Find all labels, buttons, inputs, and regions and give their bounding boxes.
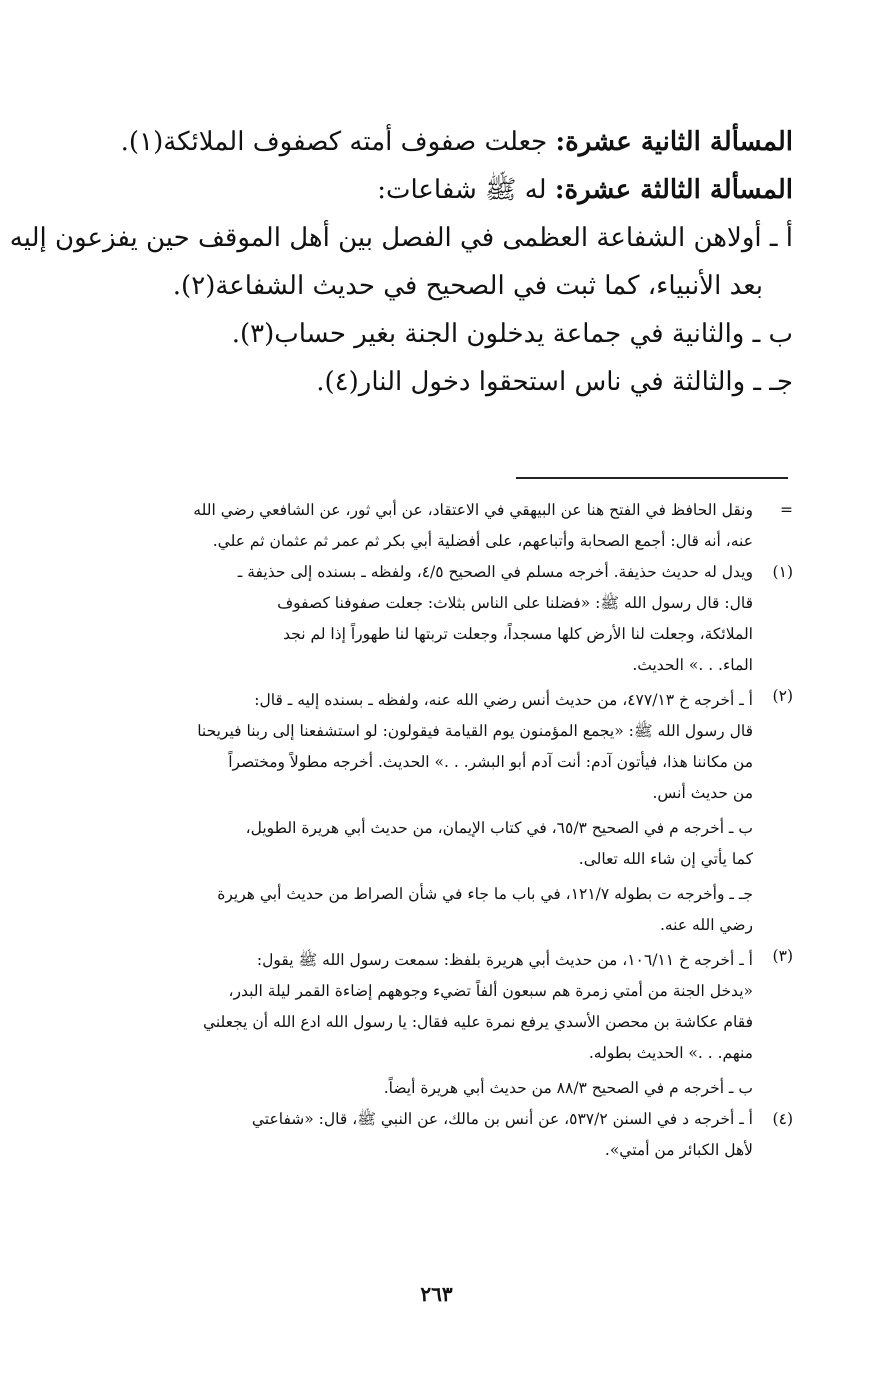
main-text — [9, 118, 793, 406]
footnote-line: قال رسول الله ﷺ: «يجمع المؤمنون يوم القيامة فيقولون: لو استشفعنا إلى ربنا فيريحنا — [197, 722, 753, 740]
footnote-line: ويدل له حديث حذيفة. أخرجه مسلم في الصحيح ٤/٥، ولفظه ـ بسنده إلى حذيفة ـ — [237, 563, 753, 581]
footnote-marker: (٣) — [772, 947, 793, 965]
item-c-line: جـ ـ والثالثة في ناس استحقوا دخول النار(٤). — [316, 367, 793, 397]
footnote-line: كما يأتي إن شاء الله تعالى. — [578, 850, 753, 868]
footnote-2-part-b — [80, 813, 753, 875]
issue-13-line — [70, 166, 793, 214]
footnote-line: من مكاننا هذا، فيأتون آدم: أنت آدم أبو البشر. . .» الحديث. أخرجه مطولاً ومختصراً — [228, 753, 753, 771]
footnote-3-part-a — [80, 945, 753, 1069]
footnotes — [80, 495, 793, 1166]
item-a-line-2: بعد الأنبياء، كما ثبت في الصحيح في حديث الشفاعة(٢). — [172, 271, 763, 301]
footnote-line: قال: قال رسول الله ﷺ: «فضلنا على الناس بثلاث: جعلت صفوفنا كصفوف — [277, 594, 753, 612]
footnote-1 — [80, 557, 793, 681]
footnote-marker: (٢) — [772, 687, 793, 705]
footnote-line: الملائكة، وجعلت لنا الأرض كلها مسجداً، وجعلت تربتها لنا طهوراً إذا لم نجد — [283, 625, 753, 643]
page-number: ٢٦٣ — [420, 1282, 453, 1306]
footnote-line: عنه، أنه قال: أجمع الصحابة وأتباعهم، على أفضلية أبي بكر ثم عمر ثم عثمان ثم علي. — [212, 532, 753, 550]
footnote-3-part-b — [80, 1073, 753, 1104]
footnote-continued — [80, 495, 793, 557]
footnote-line: من حديث أنس. — [652, 784, 753, 802]
footnote-2 — [80, 681, 793, 941]
footnote-line: ب ـ أخرجه م في الصحيح ٨٨/٣ من حديث أبي هريرة أيضاً. — [383, 1079, 753, 1097]
footnote-line: فقام عكاشة بن محصن الأسدي يرفع نمرة عليه فقال: يا رسول الله ادع الله أن يجعلني — [202, 1013, 753, 1031]
issue-13-text: له ﷺ شفاعات: — [377, 175, 547, 205]
footnote-line: منهم. . .» الحديث بطوله. — [588, 1044, 753, 1062]
footnote-line: رضي الله عنه. — [659, 916, 753, 934]
footnote-marker: (٤) — [772, 1110, 793, 1128]
item-a-line-1: أ ـ أولاهن الشفاعة العظمى في الفصل بين أهل الموقف حين يفزعون إليه — [9, 223, 793, 253]
issue-12-label: المسألة الثانية عشرة: — [555, 127, 793, 157]
footnote-line: أ ـ أخرجه خ ١٠٦/١١، من حديث أبي هريرة بلفظ: سمعت رسول الله ﷺ يقول: — [256, 951, 753, 969]
footnote-line: ونقل الحافظ في الفتح هنا عن البيهقي في الاعتقاد، عن أبي ثور، عن الشافعي رضي الله — [193, 501, 753, 519]
issue-12-line — [70, 118, 793, 166]
footnote-line: الماء. . .» الحديث. — [632, 656, 753, 674]
item-b-line: ب ـ والثانية في جماعة يدخلون الجنة بغير حساب(٣). — [231, 319, 793, 349]
issue-13-label: المسألة الثالثة عشرة: — [554, 175, 793, 205]
footnote-line: ب ـ أخرجه م في الصحيح ٦٥/٣، في كتاب الإيمان، من حديث أبي هريرة الطويل، — [245, 819, 753, 837]
footnote-3 — [80, 941, 793, 1104]
issue-12-text: جعلت صفوف أمته كصفوف الملائكة(١). — [120, 127, 548, 157]
footnote-2-part-a — [80, 685, 753, 809]
footnote-4 — [80, 1104, 793, 1166]
footnote-line: أ ـ أخرجه خ ٤٧٧/١٣، من حديث أنس رضي الله عنه، ولفظه ـ بسنده إليه ـ قال: — [254, 691, 753, 709]
footnote-marker: (١) — [772, 563, 793, 581]
footnote-2-part-c — [80, 879, 753, 941]
footnote-separator — [516, 477, 788, 479]
footnote-line: لأهل الكبائر من أمتي». — [604, 1141, 753, 1159]
footnote-line: جـ ـ وأخرجه ت بطوله ١٢١/٧، في باب ما جاء في شأن الصراط من حديث أبي هريرة — [217, 885, 753, 903]
footnote-line: «يدخل الجنة من أمتي زمرة هم سبعون ألفاً تضيء وجوههم إضاءة القمر ليلة البدر، — [228, 982, 753, 1000]
footnote-line: أ ـ أخرجه د في السنن ٥٣٧/٢، عن أنس بن مالك، عن النبي ﷺ، قال: «شفاعتي — [251, 1110, 753, 1128]
footnote-marker: = — [780, 501, 793, 519]
